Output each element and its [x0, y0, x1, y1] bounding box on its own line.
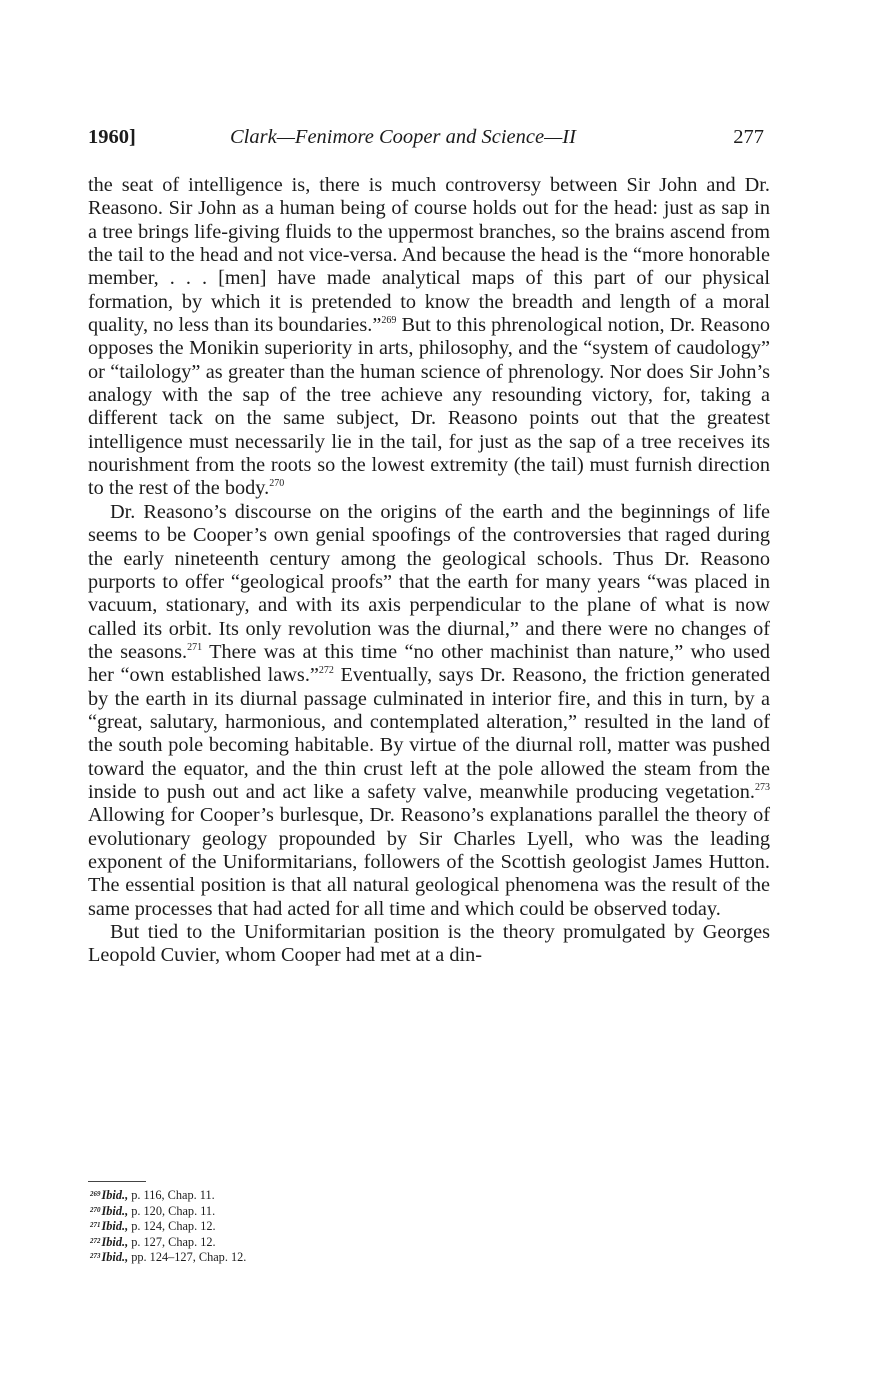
volume-year: 1960]: [88, 126, 136, 148]
paragraph-text: But tied to the Uniformitarian position is the theory promulgated by Georges Leopold Cuvier, whom Cooper had met at a din-: [88, 921, 770, 967]
footnote-ibid: Ibid.,: [101, 1250, 129, 1264]
paragraph-3: [88, 921, 770, 968]
page-number: 277: [733, 126, 764, 148]
footnote-number: 273: [90, 1252, 101, 1260]
footnote-ref: 269: [381, 315, 397, 327]
paragraph-2: [88, 501, 770, 921]
paragraph-text: the seat of intelligence is, there is much controversy between Sir John and Dr. Reasono. Sir John as a human being of course holds out for the head: just as sap in a tree brings life-giving fluids to the uppermost branches, so the brains ascend from the tail to the head and not vice-versa. And because the head is the “more honorable member, . . . [men] have made analytical maps of this part of our physical formation, by which it is pretended to know the breadth and length of a moral quality, no less than its boundaries.”: [88, 174, 770, 337]
footnote: [90, 1203, 246, 1219]
footnote-number: 269: [90, 1190, 101, 1198]
footnote-text: p. 127, Chap. 12.: [131, 1234, 216, 1249]
footnote-number: 272: [90, 1236, 101, 1245]
paragraph-text: There was at this time “no other machinist than nature,” who used her “own established laws.”: [88, 640, 770, 687]
running-title: Clark—Fenimore Cooper and Science—II: [230, 126, 576, 148]
paragraph-1: [88, 174, 770, 501]
footnote-ibid: Ibid.,: [101, 1203, 129, 1218]
footnote-ibid: Ibid.,: [101, 1219, 129, 1233]
paragraph-text: But to this phrenological notion, Dr. Reasono opposes the Monikin superiority in arts, philosophy, and the “system of caudology” or “tailology” as greater than the human science of phrenology. Nor does Sir John’s analogy with the sap of the tree achieve any resounding victory, for, taking a different tack on the same subject, Dr. Reasono points out that the greatest intelligence must necessarily lie in the tail, for just as the sap of a tree receives its nourishment from the roots so the lowest extremity (the tail) must furnish direction to the rest of the body.: [88, 314, 770, 500]
footnote-ref: 271: [187, 641, 203, 653]
paragraph-text: Eventually, says Dr. Reasono, the friction generated by the earth in its diurnal passage culminated in interior fire, and this in turn, by a “great, salutary, harmonious, and contemplated alteration,” resulted in the land of the south pole becoming habitable. By virtue of the diurnal roll, matter was pushed toward the equator, and the thin crust left at the pole allowed the steam from the inside to push out and act like a safety valve, meanwhile producing vegetation.: [88, 664, 770, 803]
footnotes: [90, 1187, 246, 1265]
footnote-number: 271: [90, 1221, 101, 1229]
footnote-ibid: Ibid.,: [101, 1188, 129, 1202]
footnote-text: p. 116, Chap. 11.: [131, 1188, 215, 1202]
running-head: [88, 126, 770, 152]
paragraph-text: Allowing for Cooper’s burlesque, Dr. Reasono’s explanations parallel the theory of evolutionary geology propounded by Sir Charles Lyell, who was the leading exponent of the Uniformitarians, followers of the Scottish geologist James Hutton. The essential position is that all natural geological phenomena was the result of the same processes that had acted for all time and which could be observed today.: [88, 804, 770, 920]
footnote-ref: 270: [269, 478, 285, 490]
footnote-text: pp. 124–127, Chap. 12.: [131, 1250, 247, 1264]
footnote-ref: 272: [318, 665, 334, 677]
footnote-number: 270: [90, 1205, 101, 1214]
footnote-text: p. 124, Chap. 12.: [131, 1219, 216, 1233]
footnote-ibid: Ibid.,: [101, 1234, 129, 1249]
paragraph-text: Dr. Reasono’s discourse on the origins of the earth and the beginnings of life seems to be Cooper’s own genial spoofings of the controversies that raged during the early nineteenth century among the geological schools. Thus Dr. Reasono purports to offer “geological proofs” that the earth for many years “was placed in vacuum, stationary, and with its axis perpendicular to the plane of what is now called its orbit. Its only revolution was the diurnal,” and there were no changes of the seasons.: [88, 500, 770, 663]
footnote-rule: [88, 1181, 146, 1182]
footnote-ref: 273: [755, 781, 770, 793]
footnote: [90, 1218, 246, 1234]
body-text: [88, 174, 770, 968]
footnote: [90, 1187, 246, 1203]
footnote: [90, 1234, 246, 1250]
footnote-text: p. 120, Chap. 11.: [131, 1203, 216, 1218]
footnote: [90, 1249, 246, 1265]
